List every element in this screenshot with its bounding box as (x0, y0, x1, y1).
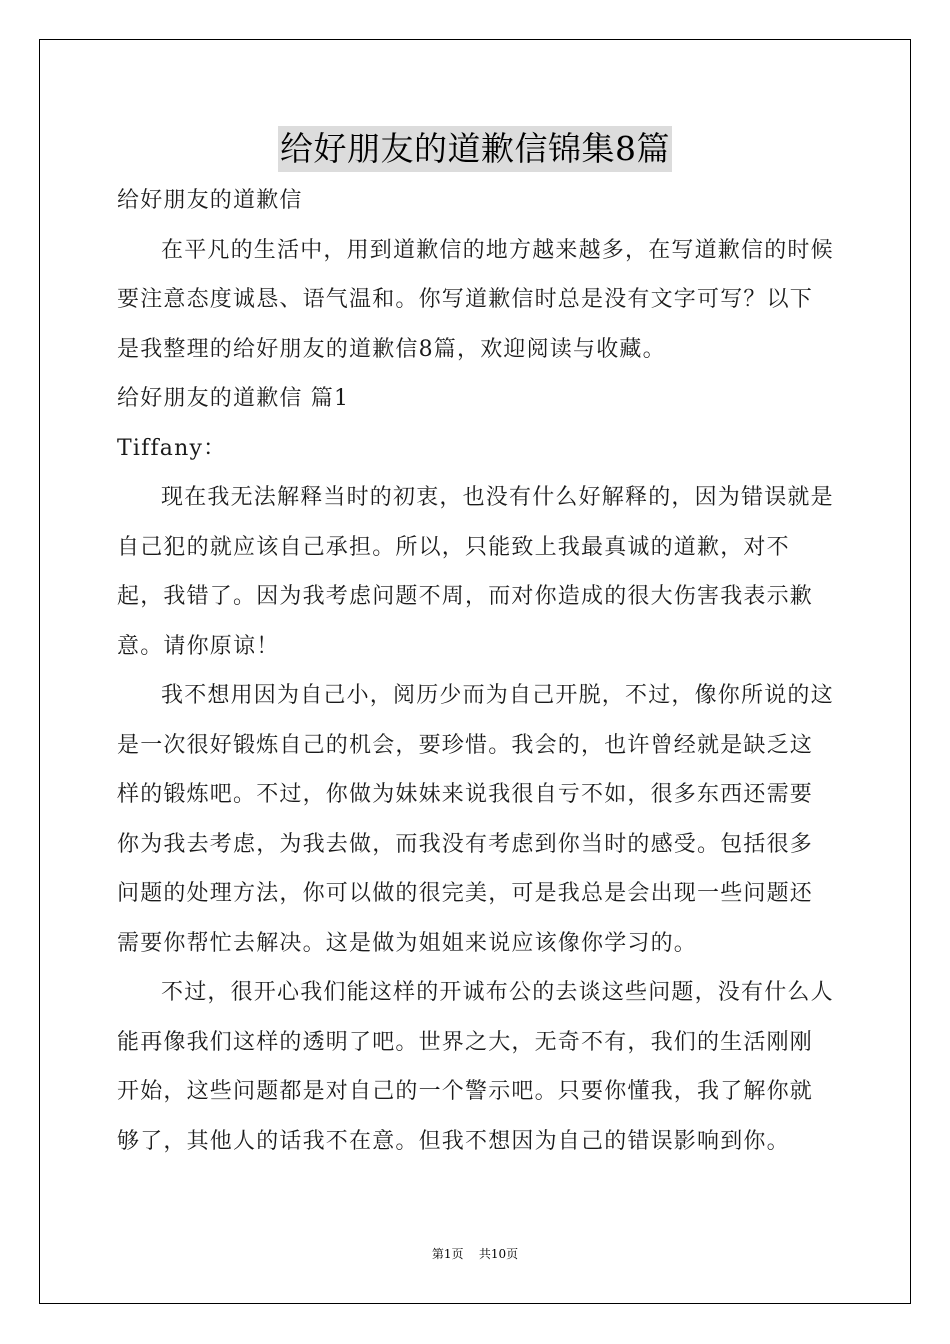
paragraph-salutation: Tiffany： (117, 435, 227, 461)
paragraph-body-2: 我不想用因为自己小，阅历少而为自己开脱，不过，像你所说的这是一次很好锻炼自己的机会，要珍惜。我会的，也许曾经就是缺乏这样的锻炼吧。不过，你做为妹妹来说我很自亏不如，很多东西还需要你为我去考虑，为我去做，而我没有考虑到你当时的感受。包括很多问题的处理方法，你可以做的很完美，可是我总是会出现一些问题还需要你帮忙去解决。这是做为姐姐来说应该像你学习的。 (117, 683, 834, 956)
paragraph-subtitle: 给好朋友的道歉信 (117, 188, 303, 213)
page-total: 共10页 (478, 1247, 519, 1261)
title-container (0, 126, 950, 172)
page-footer (0, 1246, 950, 1262)
paragraph-section-heading: 给好朋友的道歉信 篇1 (117, 386, 350, 411)
paragraph-body-3: 不过，很开心我们能这样的开诚布公的去谈这些问题，没有什么人能再像我们这样的透明了吧。世界之大，无奇不有，我们的生活刚刚开始，这些问题都是对自己的一个警示吧。只要你懂我，我了解你就够了，其他人的话我不在意。但我不想因为自己的错误影响到你。 (117, 980, 834, 1154)
paragraph-body-1: 现在我无法解释当时的初衷，也没有什么好解释的，因为错误就是自己犯的就应该自己承担。所以，只能致上我最真诚的道歉，对不起，我错了。因为我考虑问题不周，而对你造成的很大伤害我表示歉意。请你原谅！ (117, 485, 834, 659)
page-number: 第1页 (431, 1247, 464, 1261)
footer-spacer (464, 1247, 479, 1261)
paragraph-intro: 在平凡的生活中，用到道歉信的地方越来越多，在写道歉信的时候要注意态度诚恳、语气温和。你写道歉信时总是没有文字可写？以下是我整理的给好朋友的道歉信8篇，欢迎阅读与收藏。 (117, 237, 834, 362)
document-title: 给好朋友的道歉信锦集8篇 (278, 126, 672, 172)
document-body (117, 176, 835, 1166)
